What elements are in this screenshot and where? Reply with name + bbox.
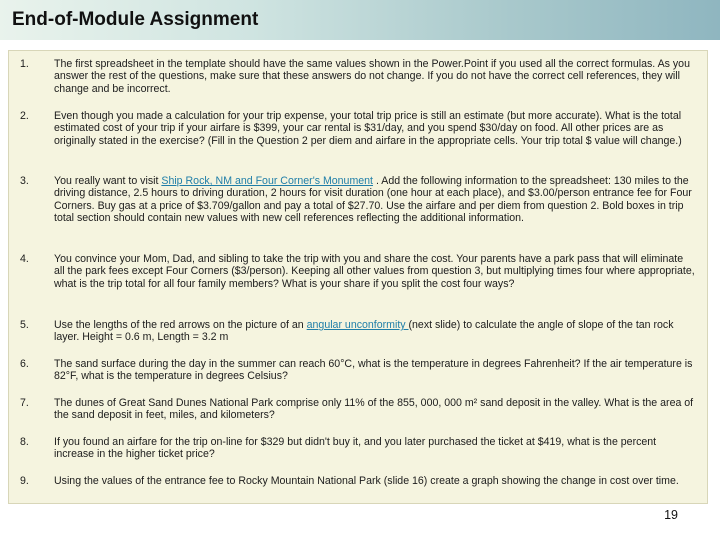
question-number: 2. (20, 110, 29, 122)
question-text: You convince your Mom, Dad, and sibling to take the trip with you and share the cost. Your parents have a park pass that will eliminate all the park fees except Four Corners ($3/person). Keeping all other values from question 3, but multiplying times four where appropriate, what is the trip total for all four family members? What is your share if you split the cost four ways? (54, 253, 695, 290)
question-8 (17, 436, 695, 461)
question-text (54, 175, 695, 224)
question-text: Even though you made a calculation for your trip expense, your total trip price is still an estimate (but more accurate). What is the total estimated cost of your trip if your airfare is $399, your car rental is $31/day, and you spend $30/day on food. All other prices are as originally stated in the exercise? (Fill in the Question 2 per diem and airfare in the appropriate cells. Your trip total $ value will change.) (54, 110, 682, 147)
question-7 (17, 397, 695, 422)
angular-unconformity-link[interactable]: angular unconformity (306, 319, 409, 331)
question-number: 7. (20, 397, 29, 409)
question-text-start: Use the lengths of the red arrows on the picture of an (54, 319, 307, 331)
question-2 (17, 110, 695, 147)
question-number: 8. (20, 436, 29, 448)
question-number: 6. (20, 358, 29, 370)
question-text: Using the values of the entrance fee to Rocky Mountain National Park (slide 16) create a graph showing the change in cost over time. (54, 475, 679, 487)
question-text: The dunes of Great Sand Dunes National Park comprise only 11% of the 855, 000, 000 m² sand deposit in the valley. What is the area of the sand deposit in feet, miles, and kilometers? (54, 397, 694, 422)
question-3 (17, 175, 695, 224)
question-text (54, 319, 695, 344)
question-number: 5. (20, 319, 29, 331)
question-5 (17, 319, 695, 344)
question-1 (17, 58, 695, 95)
question-text-start: You really want to visit (54, 175, 162, 187)
ship-rock-link[interactable]: Ship Rock, NM and Four Corner's Monument (161, 175, 374, 187)
question-9 (17, 475, 695, 487)
assignment-panel (8, 50, 708, 504)
question-number: 4. (20, 253, 29, 265)
title-bar (0, 0, 720, 40)
question-number: 1. (20, 58, 29, 70)
question-text-end: . Add the following information to the spreadsheet: 130 miles to the driving distance, 2.5 hours to driving duration, 2 hours for visit duration (one hour at each place), and $3.00/person entrance fee for Four Corners. Buy gas at a price of $3.709/gallon and pay a total of $27.70. Use the airfare and per diem from question 2. Bold boxes in trip total section should contain new values with new cell references reflecting the additional information. (54, 175, 692, 224)
question-text-end: (next slide) to calculate the angle of slope of the tan rock layer. Height = 0.6 m, Length = 3.2 m (54, 319, 674, 344)
question-6 (17, 358, 695, 383)
question-text: The first spreadsheet in the template should have the same values shown in the Power.Point if you used all the correct formulas. As you answer the rest of the questions, make sure that these answers do not change. If you do not have the correct cell references, they will change and be incorrect. (54, 58, 690, 95)
question-number: 9. (20, 475, 29, 487)
question-text: The sand surface during the day in the summer can reach 60°C, what is the temperature in degrees Fahrenheit? If the air temperature is 82°F, what is the temperature in degrees Celsius? (54, 358, 693, 383)
question-text: If you found an airfare for the trip on-line for $329 but didn't buy it, and you later purchased the ticket at $419, what is the percent increase in the higher ticket price? (54, 436, 657, 461)
page-number: 19 (664, 508, 678, 522)
page-title: End-of-Module Assignment (12, 9, 259, 30)
question-4 (17, 253, 695, 290)
question-number: 3. (20, 175, 29, 187)
